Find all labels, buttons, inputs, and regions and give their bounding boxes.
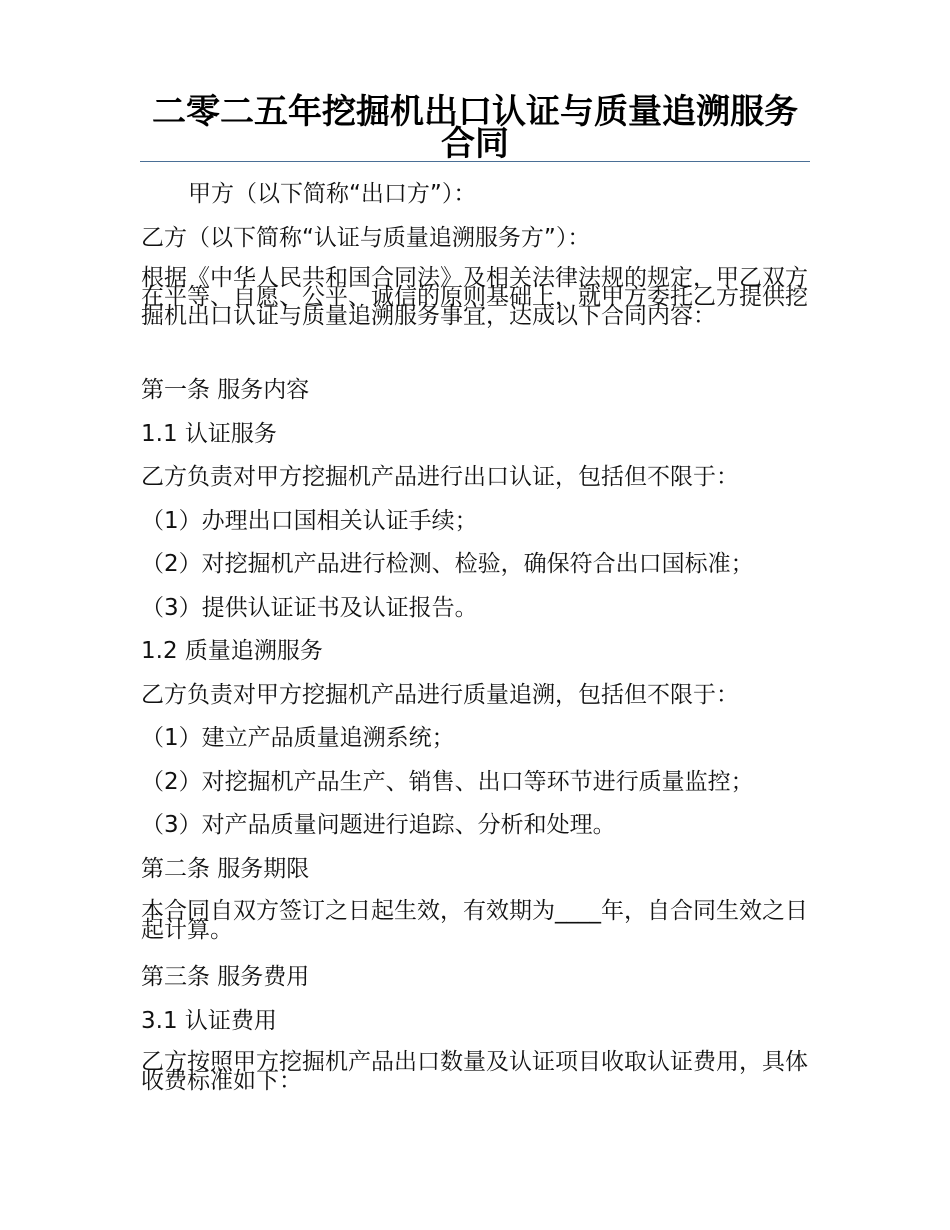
party-a-line: 甲方（以下简称“出口方”）： xyxy=(188,181,477,207)
section-1-2-intro: 乙方负责对甲方挖掘机产品进行质量追溯，包括但不限于： xyxy=(141,682,739,708)
party-b-line: 乙方（以下简称“认证与质量追溯服务方”）： xyxy=(141,225,591,251)
section-1-2-item: （3）对产品质量问题进行追踪、分析和处理。 xyxy=(141,812,616,838)
document-title: 二零二五年挖掘机出口认证与质量追溯服务合同 xyxy=(152,92,798,164)
section-1-1-item: （2）对挖掘机产品进行检测、检验，确保符合出口国标准； xyxy=(141,551,754,577)
preamble-paragraph: 根据《中华人民共和国合同法》及相关法律法规的规定，甲乙双方在平等、自愿、公平、诚信的原则基础上，就甲方委托乙方提供挖掘机出口认证与质量追溯服务事宜，达成以下合同内容： xyxy=(141,265,808,329)
section-1-2-heading: 1.2 质量追溯服务 xyxy=(141,638,323,664)
article-2-heading: 第二条 服务期限 xyxy=(141,856,310,882)
section-1-1-heading: 1.1 认证服务 xyxy=(141,421,277,447)
section-1-1-intro: 乙方负责对甲方挖掘机产品进行出口认证，包括但不限于： xyxy=(141,464,739,490)
article-2-body: 本合同自双方签订之日起生效，有效期为____年，自合同生效之日起计算。 xyxy=(141,898,808,943)
title-underline xyxy=(140,161,810,162)
section-1-1-item: （3）提供认证证书及认证报告。 xyxy=(141,595,478,621)
section-3-1-heading: 3.1 认证费用 xyxy=(141,1008,277,1034)
section-1-1-item: （1）办理出口国相关认证手续； xyxy=(141,508,478,534)
section-1-2-item: （1）建立产品质量追溯系统； xyxy=(141,725,455,751)
section-3-1-body: 乙方按照甲方挖掘机产品出口数量及认证项目收取认证费用，具体收费标准如下： xyxy=(141,1049,808,1094)
article-1-heading: 第一条 服务内容 xyxy=(141,377,310,403)
section-1-2-item: （2）对挖掘机产品生产、销售、出口等环节进行质量监控； xyxy=(141,769,754,795)
article-3-heading: 第三条 服务费用 xyxy=(141,964,310,990)
